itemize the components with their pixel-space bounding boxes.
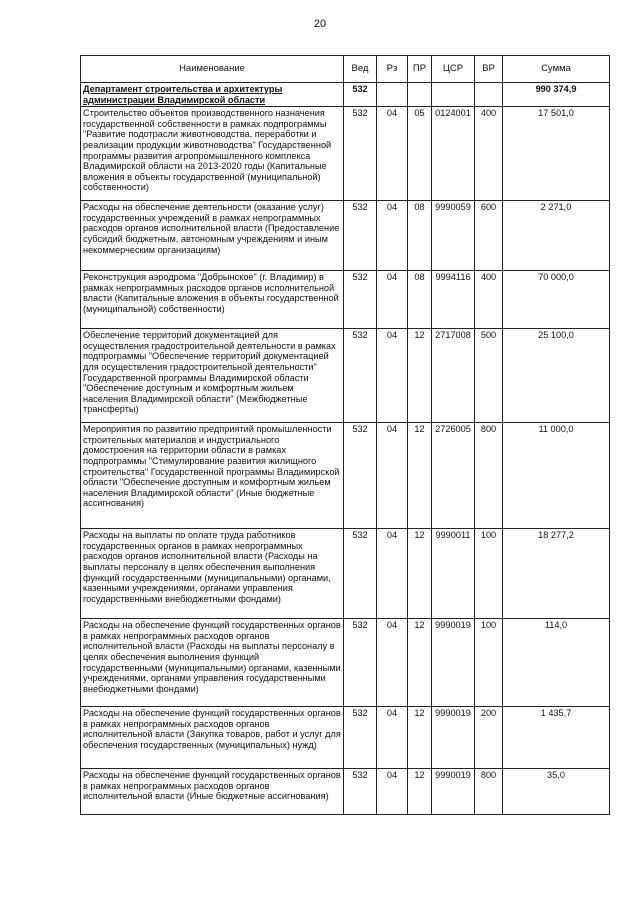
row-rz: 04 — [377, 707, 408, 769]
row-pr: 08 — [408, 271, 432, 329]
row-ved: 532 — [344, 83, 377, 107]
table-header-row — [81, 56, 610, 83]
header-rz: Рз — [377, 56, 408, 83]
row-sum: 70 000,0 — [503, 271, 610, 329]
row-sum: 2 271,0 — [503, 201, 610, 271]
page-number: 20 — [313, 18, 327, 30]
row-vr: 500 — [475, 329, 503, 423]
row-sum: 11 000,0 — [503, 423, 610, 529]
table-row — [81, 769, 610, 815]
table-row — [81, 707, 610, 769]
header-pr: ПР — [408, 56, 432, 83]
row-pr — [408, 83, 432, 107]
row-vr: 200 — [475, 707, 503, 769]
row-sum: 18 277,2 — [503, 529, 610, 619]
row-ved: 532 — [344, 707, 377, 769]
row-ved: 532 — [344, 619, 377, 707]
row-csr: 2726005 — [432, 423, 475, 529]
row-name: Расходы на обеспечение деятельности (оказание услуг) государственных учреждений в рамках непрограммных расходов органов исполнительной власти (Предоставление субсидий бюджетным, автономным учреждениям и иным некоммерческим организациям) — [81, 201, 344, 271]
row-vr: 600 — [475, 201, 503, 271]
row-vr — [475, 83, 503, 107]
row-csr: 9990019 — [432, 769, 475, 815]
row-pr: 12 — [408, 529, 432, 619]
row-rz: 04 — [377, 423, 408, 529]
row-name: Расходы на обеспечение функций государственных органов в рамках непрограммных расходов органов исполнительной власти (Иные бюджетные ассигнования) — [81, 769, 344, 815]
row-csr: 9994116 — [432, 271, 475, 329]
row-name: Мероприятия по развитию предприятий промышленности строительных материалов и индустриального домостроения на территории области в рамках подпрограммы "Стимулирование развития жилищного строительства" Государственной программы Владимирской области "Обеспечение доступным и комфортным жильем населения Владимирской области" (Иные бюджетные ассигнования) — [81, 423, 344, 529]
table-row — [81, 83, 610, 107]
row-pr: 05 — [408, 107, 432, 201]
row-sum: 1 435,7 — [503, 707, 610, 769]
row-csr: 9990019 — [432, 707, 475, 769]
row-sum: 25 100,0 — [503, 329, 610, 423]
row-csr: 9990019 — [432, 619, 475, 707]
row-ved: 532 — [344, 769, 377, 815]
row-ved: 532 — [344, 329, 377, 423]
row-name: Расходы на выплаты по оплате труда работников государственных органов в рамках непрограммных расходов органов исполнительной власти (Расходы на выплаты персоналу в целях обеспечения выполнения функций государственными (муниципальными) органами, казенными учреждениями, органами управления государственными внебюджетными фондами) — [81, 529, 344, 619]
row-rz: 04 — [377, 271, 408, 329]
row-name: Строительство объектов производственного назначения государственной собственности в рамках подпрограммы "Развитие подотрасли животноводства, переработки и реализации продукции животноводства" Государственной программы развития агропромышленного комплекса Владимирской области на 2013-2020 годы (Капитальные вложения в объекты государственной (муниципальной) собственности) — [81, 107, 344, 201]
header-ved: Вед — [344, 56, 377, 83]
row-name: Обеспечение территорий документацией для осуществления градостроительной деятельности в рамках подпрограммы "Обеспечение территорий документацией для осуществления градостроительной деятельности" Государственной программы Владимирской области "Обеспечение доступным и комфортным жильем населения Владимирской области" (Межбюджетные трансферты) — [81, 329, 344, 423]
table-row — [81, 619, 610, 707]
row-pr: 12 — [408, 769, 432, 815]
row-pr: 12 — [408, 707, 432, 769]
row-csr: 9990059 — [432, 201, 475, 271]
row-rz — [377, 83, 408, 107]
header-csr: ЦСР — [432, 56, 475, 83]
row-sum: 114,0 — [503, 619, 610, 707]
row-csr: 0124001 — [432, 107, 475, 201]
table-row — [81, 271, 610, 329]
row-name: Расходы на обеспечение функций государственных органов в рамках непрограммных расходов органов исполнительной власти (Расходы на выплаты персоналу в целях обеспечения выполнения функций государственными (муниципальными) органами, казенными учреждениями, органами управления государственными внебюджетными фондами) — [81, 619, 344, 707]
budget-table — [80, 55, 610, 815]
row-vr: 400 — [475, 271, 503, 329]
row-pr: 08 — [408, 201, 432, 271]
row-ved: 532 — [344, 107, 377, 201]
row-sum: 17 501,0 — [503, 107, 610, 201]
row-csr — [432, 83, 475, 107]
table-row — [81, 529, 610, 619]
row-rz: 04 — [377, 107, 408, 201]
header-vr: ВР — [475, 56, 503, 83]
row-name: Реконструкция аэродрома "Добрынское" (г. Владимир) в рамках непрограммных расходов органов исполнительной власти (Капитальные вложения в объекты государственной (муниципальной) собственности) — [81, 271, 344, 329]
row-pr: 12 — [408, 329, 432, 423]
row-pr: 12 — [408, 423, 432, 529]
row-ved: 532 — [344, 201, 377, 271]
row-vr: 400 — [475, 107, 503, 201]
row-ved: 532 — [344, 271, 377, 329]
row-rz: 04 — [377, 529, 408, 619]
row-vr: 100 — [475, 619, 503, 707]
row-ved: 532 — [344, 423, 377, 529]
row-rz: 04 — [377, 201, 408, 271]
row-rz: 04 — [377, 769, 408, 815]
row-rz: 04 — [377, 329, 408, 423]
table-row — [81, 329, 610, 423]
row-name: Расходы на обеспечение функций государственных органов в рамках непрограммных расходов органов исполнительной власти (Закупка товаров, работ и услуг для обеспечения государственных (муниципальных) нужд) — [81, 707, 344, 769]
row-csr: 2717008 — [432, 329, 475, 423]
header-name: Наименование — [81, 56, 344, 83]
row-vr: 800 — [475, 423, 503, 529]
table-row — [81, 423, 610, 529]
row-sum: 990 374,9 — [503, 83, 610, 107]
row-sum: 35,0 — [503, 769, 610, 815]
row-csr: 9990011 — [432, 529, 475, 619]
row-rz: 04 — [377, 619, 408, 707]
table-row — [81, 107, 610, 201]
row-vr: 800 — [475, 769, 503, 815]
table-row — [81, 201, 610, 271]
row-vr: 100 — [475, 529, 503, 619]
row-pr: 12 — [408, 619, 432, 707]
row-name: Департамент строительства и архитектуры администрации Владимирской области — [81, 83, 344, 107]
row-ved: 532 — [344, 529, 377, 619]
header-sum: Сумма — [503, 56, 610, 83]
